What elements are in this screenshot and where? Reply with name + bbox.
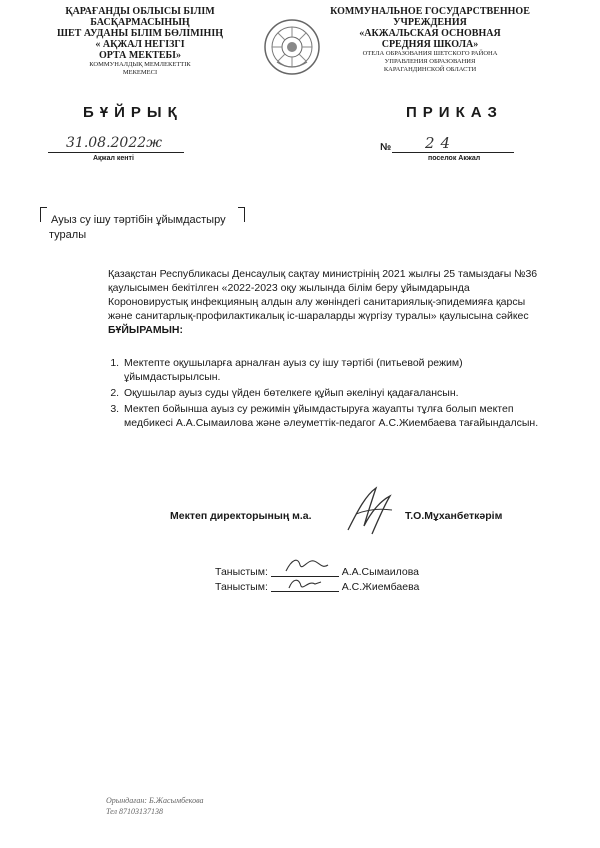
ack-row-2 xyxy=(215,580,515,594)
subject-line1: Ауыз су ішу тәртібін ұйымдастыру xyxy=(51,214,226,226)
list-item: 2. Оқушылар ауыз суды үйден бөтелкеге құйып әкелінуі қадағалансын. xyxy=(122,386,549,400)
footer xyxy=(106,795,204,817)
order-word: БҰЙЫРАМЫН: xyxy=(108,324,183,336)
subject-bracket-left xyxy=(40,207,47,222)
order-items xyxy=(104,356,549,432)
header-left-line3: ШЕТ АУДАНЫ БІЛІМ БӨЛІМІНІҢ xyxy=(57,28,223,39)
ack-signature-2-icon xyxy=(285,574,325,594)
header-left-line6: КОММУНАЛДЫҚ МЕМЛЕКЕТТІК xyxy=(89,61,191,68)
ack-label: Таныстым: xyxy=(215,566,268,578)
number-handwritten: 24 xyxy=(425,134,457,152)
header-left-line4: « АҚЖАЛ НЕГІЗГІ xyxy=(95,39,185,50)
header-right-line4: СРЕДНЯЯ ШКОЛА» xyxy=(381,39,479,50)
subject xyxy=(51,213,241,243)
ack-name: А.С.Жиембаева xyxy=(341,581,420,593)
director-signature-icon xyxy=(338,480,398,540)
list-item: 1. Мектепте оқушыларға арналған ауыз су ішу тәртібі (питьевой режим) ұйымдастырылсын. xyxy=(122,356,549,384)
header-right xyxy=(330,6,530,74)
header-left-line2: БАСҚАРМАСЫНЫҢ xyxy=(90,17,190,28)
header-left xyxy=(40,6,240,77)
date-underline xyxy=(48,152,184,153)
title-ru: ПРИКАЗ xyxy=(406,104,503,121)
ack-row-1 xyxy=(215,565,515,579)
header-right-line7: КАРАГАНДИНСКОЙ ОБЛАСТИ xyxy=(383,66,477,73)
date-handwritten: 31.08.2022ж xyxy=(66,135,163,151)
header-right-line6: УПРАВЛЕНИЯ ОБРАЗОВАНИЯ xyxy=(384,58,476,65)
ack-label: Таныстым: xyxy=(215,581,268,593)
place-ru: поселок Акжал xyxy=(428,155,481,162)
state-emblem-icon xyxy=(263,18,321,76)
preamble-text: Қазақстан Республикасы Денсаулық сақтау министрінің 2021 жылғы 25 тамыздағы №36 қаулысымен бекітілген «2022-2023 оқу жылында білім беру ұйымдарында Короновирустық инфекцияның алдын алу жөніндегі санитариялық-эпидемияға қарсы және санитарлық-профилактикалық іс-шараларды жүргізу туралы» қаулысына сәйкес xyxy=(108,268,538,322)
footer-line1: Орындаған: Б.Жасымбекова xyxy=(106,796,204,805)
header-right-line5: ОТЕЛА ОБРАЗОВАНИЯ ШЕТСКОГО РАЙОНА xyxy=(362,50,498,57)
ack-name: А.А.Сымаилова xyxy=(341,566,419,578)
header-right-line1: КОММУНАЛЬНОЕ ГОСУДАРСТВЕННОЕ xyxy=(330,6,530,17)
header-left-line7: МЕКЕМЕСІ xyxy=(122,69,158,76)
preamble-paragraph xyxy=(108,267,548,337)
number-prefix: № xyxy=(380,142,392,153)
subject-line2: туралы xyxy=(49,229,87,241)
header-left-line1: ҚАРАҒАНДЫ ОБЛЫСЫ БІЛІМ xyxy=(65,6,215,17)
list-item: 3. Мектеп бойынша ауыз су режимін ұйымдастыруға жауапты тұлға болып мектеп медбикесі А.А.Сымаилова және әлеуметтік-педагог А.С.Жиембаева тағайындалсын. xyxy=(122,402,549,430)
place-kz: Ақжал кенті xyxy=(93,155,134,162)
title-kz: БҰЙРЫҚ xyxy=(83,104,183,121)
signatory-name: Т.О.Мұханбеткәрім xyxy=(405,510,503,522)
header-right-line3: «АКЖАЛЬСКАЯ ОСНОВНАЯ xyxy=(359,28,501,39)
header-right-line2: УЧРЕЖДЕНИЯ xyxy=(393,17,467,28)
number-underline xyxy=(392,152,514,153)
signatory-role: Мектеп директорының м.а. xyxy=(170,510,312,522)
header-left-line5: ОРТА МЕКТЕБІ» xyxy=(98,50,182,61)
footer-line2: Тел 87103137138 xyxy=(106,807,163,816)
